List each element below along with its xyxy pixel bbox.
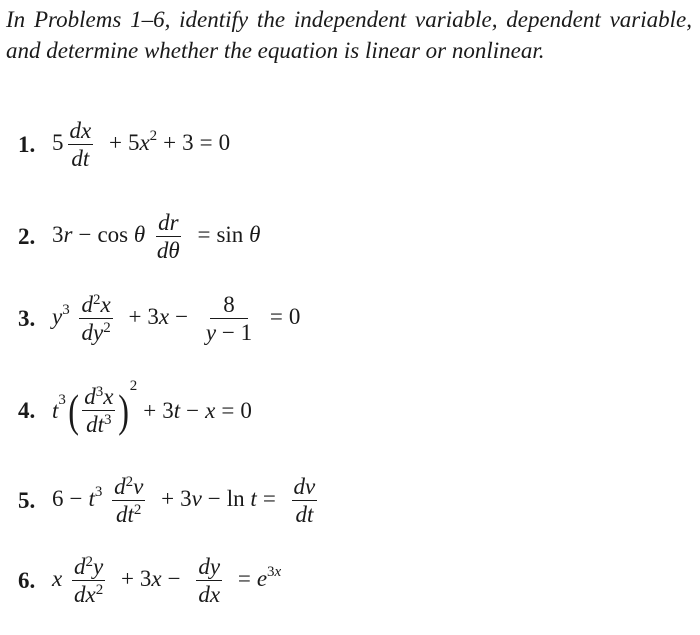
problem-1 xyxy=(18,118,230,172)
problem-number: 5. xyxy=(18,487,36,513)
equation-1: 5 $\frac{dx}{dt}$ + $5x^2 + 3 = 0$ xyxy=(52,118,231,172)
problem-number: 6. xyxy=(18,567,36,593)
equation-4: t $^3$ ( $\frac{d^3x}{dt^3}$ ) 2 + 3 t − x = 0 xyxy=(52,378,252,438)
problem-4 xyxy=(18,378,252,438)
equation-2: 3r − cos θ $\frac{dr}{d\theta}$ = sin θ xyxy=(52,210,261,264)
problem-2 xyxy=(18,210,260,264)
equation-6: x $\frac{d^2y}{dx^2}$ + 3x − $\frac{dy}{dx}$ = $e^{3x}$ xyxy=(52,554,282,608)
problem-number: 1. xyxy=(18,131,36,157)
problem-6 xyxy=(18,554,281,608)
problem-5 xyxy=(18,474,321,528)
problem-3 xyxy=(18,292,300,346)
problem-number: 3. xyxy=(18,305,36,331)
equation-3: $y^3$ $\frac{d^2x}{dy^2}$ + 3x − $\frac{8}{y - 1}$ = 0 xyxy=(52,292,301,346)
problem-instructions: In Problems 1–6, identify the independent variable, dependent variable, and determine whether the equation is linear or nonlinear. xyxy=(6,7,692,63)
problem-number: 2. xyxy=(18,223,36,249)
problem-number: 4. xyxy=(18,397,36,423)
equation-5: $6 - t^3$ $\frac{d^2v}{dt^2}$ + 3v − ln t = $\frac{dv}{dt}$ xyxy=(52,474,316,528)
